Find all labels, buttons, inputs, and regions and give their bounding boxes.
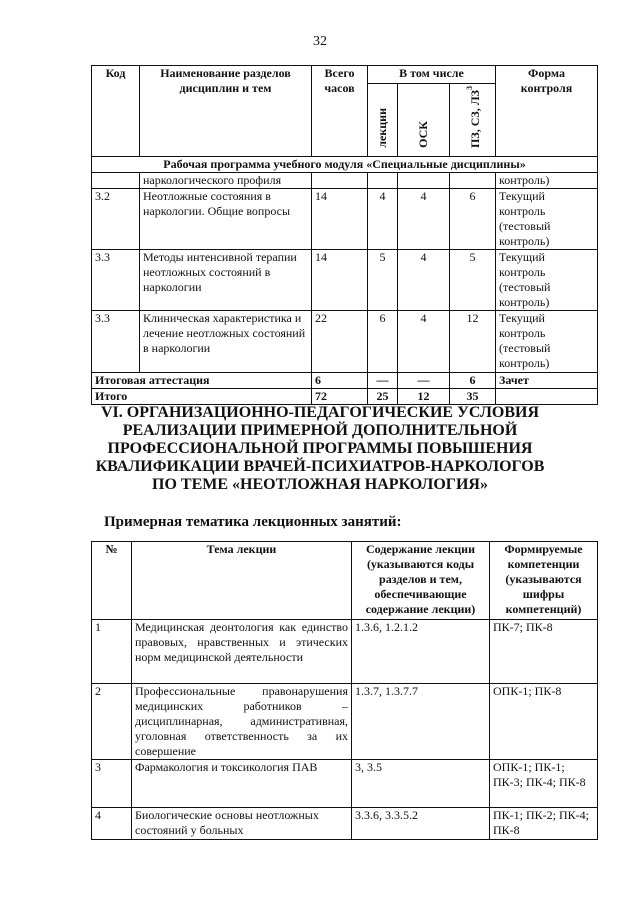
header-content-text: Содержание лекции (указываются коды разделов и тем, обеспечивающие содержание лекции) [365, 542, 476, 616]
header-control-line1: Форма [528, 66, 565, 80]
row-lectures: 6 [368, 310, 398, 372]
row-lectures: 5 [368, 249, 398, 310]
row-total: 14 [312, 188, 368, 249]
lecture-competencies: ПК-1; ПК-2; ПК-4; ПК-8 [490, 808, 598, 840]
table-row [92, 684, 598, 760]
section-heading-line2: РЕАЛИЗАЦИИ ПРИМЕРНОЙ ДОПОЛНИТЕЛЬНОЙ [122, 422, 518, 439]
lecture-competencies: ПК-7; ПК-8 [490, 620, 598, 684]
total-pz: 35 [450, 388, 496, 404]
header-pz-sup: 3 [465, 86, 474, 90]
lecture-topic: Профессиональные правонарушения медицинских работников – дисциплинарная, административная, уголовная ответственность за их совершение [132, 684, 352, 760]
row-pz: 6 [450, 188, 496, 249]
row-control: Текущий контроль (тестовый контроль) [496, 310, 598, 372]
row-code: 3.3 [92, 249, 140, 310]
row-name: Клиническая характеристика и лечение неотложных состояний в наркологии [140, 310, 312, 372]
final-label: Итоговая аттестация [92, 372, 312, 388]
lecture-topic: Медицинская деонтология как единство правовых, нравственных и этических норм медицинской деятельности [132, 620, 352, 684]
total-label: Итого [92, 388, 312, 404]
header-pz-cell [450, 84, 496, 157]
header-num: № [92, 542, 132, 620]
subheading: Примерная тематика лекционных занятий: [104, 514, 402, 530]
final-osk: — [398, 372, 450, 388]
lecture-num: 4 [92, 808, 132, 840]
lecture-num: 2 [92, 684, 132, 760]
continuation-control: контроль) [496, 172, 598, 188]
lecture-content: 3.3.6, 3.3.5.2 [352, 808, 490, 840]
lecture-competencies: ОПК-1; ПК-8 [490, 684, 598, 760]
header-lectures: лекции [375, 108, 389, 148]
section-heading-line1: VI. ОРГАНИЗАЦИОННО-ПЕДАГОГИЧЕСКИЕ УСЛОВИЯ [100, 404, 540, 421]
total-total: 72 [312, 388, 368, 404]
final-control: Зачет [496, 372, 598, 388]
table-row [92, 188, 598, 249]
table-row [92, 620, 598, 684]
header-content [352, 542, 490, 620]
final-lectures: — [368, 372, 398, 388]
lecture-num: 1 [92, 620, 132, 684]
row-code: 3.3 [92, 310, 140, 372]
header-osk: ОСК [416, 121, 430, 148]
row-code: 3.2 [92, 188, 140, 249]
page-number: 32 [313, 34, 327, 49]
final-pz: 6 [450, 372, 496, 388]
row-name: Методы интенсивной терапии неотложных состояний в наркологии [140, 249, 312, 310]
row-pz: 12 [450, 310, 496, 372]
lecture-content: 1.3.6, 1.2.1.2 [352, 620, 490, 684]
total-osk: 12 [398, 388, 450, 404]
header-total-line1: Всего [324, 66, 355, 80]
header-control [496, 66, 598, 157]
row-control: Текущий контроль (тестовый контроль) [496, 188, 598, 249]
header-competencies: Формируемые компетенции (указываются шифры компетенций) [490, 542, 598, 620]
section-heading-line4: КВАЛИФИКАЦИИ ВРАЧЕЙ-ПСИХИАТРОВ-НАРКОЛОГОВ [95, 458, 545, 475]
header-osk-cell [398, 84, 450, 157]
lecture-content: 1.3.7, 1.3.7.7 [352, 684, 490, 760]
row-total: 14 [312, 249, 368, 310]
row-pz: 5 [450, 249, 496, 310]
header-pz-text: ПЗ, СЗ, ЛЗ [468, 90, 482, 148]
total-row [92, 388, 598, 404]
section-heading [60, 404, 580, 494]
lecture-num: 3 [92, 760, 132, 808]
table-row [92, 760, 598, 808]
row-lectures: 4 [368, 188, 398, 249]
final-total: 6 [312, 372, 368, 388]
header-total-line2: часов [324, 81, 355, 95]
header-topic: Тема лекции [132, 542, 352, 620]
table-row [92, 808, 598, 840]
lecture-competencies: ОПК-1; ПК-1; ПК-3; ПК-4; ПК-8 [490, 760, 598, 808]
lecture-content: 3, 3.5 [352, 760, 490, 808]
row-osk: 4 [398, 249, 450, 310]
header-code: Код [92, 66, 140, 157]
row-total: 22 [312, 310, 368, 372]
section-heading-line5: ПО ТЕМЕ «НЕОТЛОЖНАЯ НАРКОЛОГИЯ» [152, 476, 488, 493]
header-total [312, 66, 368, 157]
module-title: Рабочая программа учебного модуля «Специальные дисциплины» [92, 156, 598, 172]
table-row [92, 249, 598, 310]
header-name [140, 66, 312, 157]
row-osk: 4 [398, 188, 450, 249]
row-name: Неотложные состояния в наркологии. Общие вопросы [140, 188, 312, 249]
table-row [92, 310, 598, 372]
curriculum-table [91, 65, 598, 405]
lecture-topic: Биологические основы неотложных состояний у больных [132, 808, 352, 840]
header-control-line2: контроля [520, 81, 573, 95]
header-name-line1: Наименование разделов [160, 66, 291, 80]
final-row [92, 372, 598, 388]
row-osk: 4 [398, 310, 450, 372]
lectures-table [91, 541, 598, 840]
lecture-topic: Фармакология и токсикология ПАВ [132, 760, 352, 808]
header-lectures-cell [368, 84, 398, 157]
header-pz [462, 86, 483, 148]
header-including: В том числе [368, 66, 496, 84]
continuation-name: наркологического профиля [140, 172, 312, 188]
row-control: Текущий контроль (тестовый контроль) [496, 249, 598, 310]
total-lectures: 25 [368, 388, 398, 404]
section-heading-line3: ПРОФЕССИОНАЛЬНОЙ ПРОГРАММЫ ПОВЫШЕНИЯ [107, 440, 533, 457]
header-name-line2: дисциплин и тем [179, 81, 272, 95]
total-control [496, 388, 598, 404]
